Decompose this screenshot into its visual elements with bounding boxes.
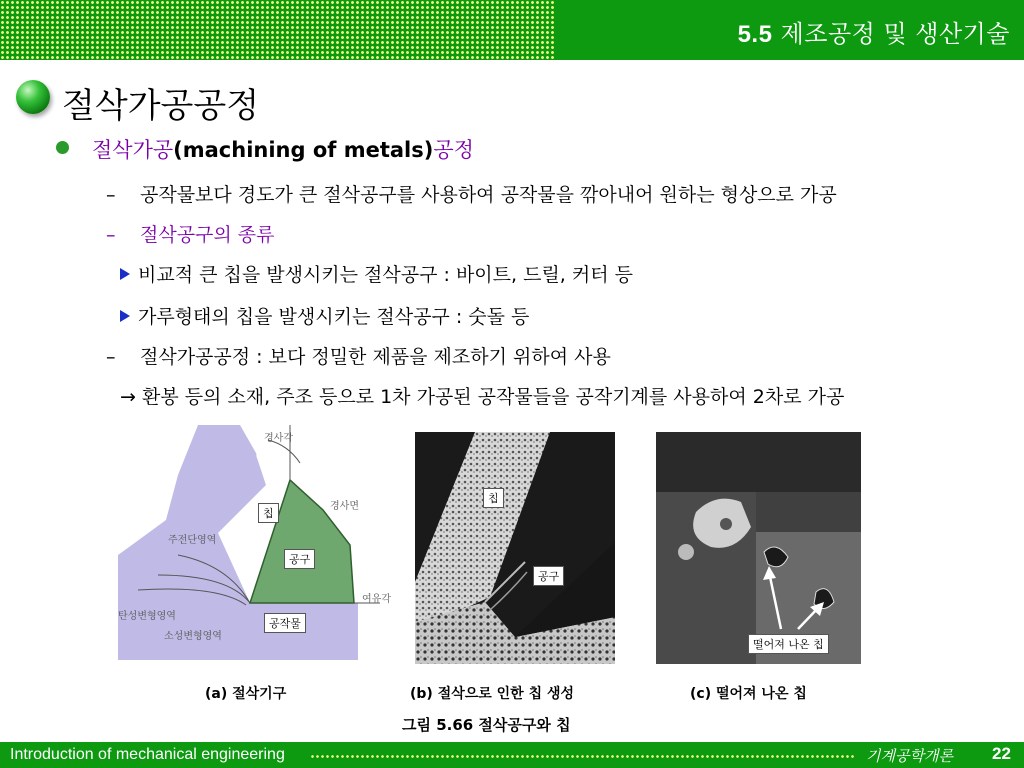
arrow-line: → 환봉 등의 소재, 주조 등으로 1차 가공된 공작물들을 공작기계를 사용하여 2차로 가공 (120, 386, 845, 408)
footer-dot-pattern (310, 754, 855, 760)
main-bullet-english: (machining of metals) (173, 138, 434, 162)
tool-type-item-2-text: 가루형태의 칩을 발생시키는 절삭공구 : 숫돌 등 (138, 306, 530, 328)
chip-formation-image (415, 432, 615, 664)
triangle-bullet-icon (120, 268, 130, 280)
bolt-icon (678, 544, 694, 560)
triangle-bullet-icon (120, 310, 130, 322)
detached-chip-image (656, 432, 861, 664)
sub-bullet-2 (106, 220, 275, 247)
clearance-angle-label: 여유각 (362, 594, 391, 605)
plastic-zone-label: 소성변형영역 (164, 631, 222, 642)
rake-angle-label: 경사각 (264, 433, 293, 444)
elastic-zone-label: 탄성변형영역 (118, 611, 176, 622)
main-bullet-suffix: 공정 (433, 138, 474, 162)
dash-marker: – (106, 224, 116, 246)
workpiece-label: 공작물 (264, 613, 306, 633)
header-dot-pattern (0, 0, 555, 60)
sub-bullet-1-text: 공작물보다 경도가 큰 절삭공구를 사용하여 공작물을 깎아내어 원하는 형상으로 가공 (140, 184, 837, 206)
main-bullet (92, 134, 474, 164)
sub-bullet-1 (106, 180, 837, 207)
cutting-mechanism-figure (118, 425, 408, 660)
figure-caption: 그림 5.66 절삭공구와 칩 (402, 716, 571, 734)
bullet-dot-icon (56, 141, 69, 154)
page-number: 22 (992, 744, 1011, 763)
caption-a: (a) 절삭기구 (205, 686, 287, 702)
rake-face-label: 경사면 (330, 501, 359, 512)
course-name-english: Introduction of mechanical engineering (10, 746, 285, 763)
tool-type-item-1 (120, 260, 633, 287)
chip-label: 칩 (483, 488, 504, 508)
section-title (738, 14, 1010, 49)
tool-label: 공구 (533, 566, 564, 586)
tool-label: 공구 (284, 549, 315, 569)
primary-shear-label: 주전단영역 (168, 535, 217, 546)
main-bullet-korean: 절삭가공 (92, 138, 174, 162)
page-title: 절삭가공공정 (62, 86, 260, 126)
falling-chip-label: 떨어져 나온 칩 (748, 634, 829, 654)
sub-bullet-3 (106, 342, 611, 369)
sub-bullet-3-text: 절삭가공공정 : 보다 정밀한 제품을 제조하기 위하여 사용 (140, 346, 611, 368)
chip-formation-photo (415, 432, 615, 664)
detached-chip-photo (656, 432, 861, 664)
dash-marker: – (106, 184, 116, 206)
section-number: 5.5 (737, 21, 773, 48)
course-name-korean: 기계공학개론 (866, 747, 953, 765)
title-ball-icon (16, 80, 50, 114)
tool-type-item-1-text: 비교적 큰 칩을 발생시키는 절삭공구 : 바이트, 드릴, 커터 등 (138, 264, 633, 286)
cutting-mechanism-diagram (118, 425, 408, 660)
section-name: 제조공정 및 생산기술 (780, 20, 1010, 48)
sub-bullet-2-text: 절삭공구의 종류 (140, 224, 275, 246)
dash-marker: – (106, 346, 116, 368)
caption-b: (b) 절삭으로 인한 칩 생성 (410, 686, 575, 702)
tool-type-item-2 (120, 302, 529, 329)
caption-c: (c) 떨어져 나온 칩 (690, 686, 807, 702)
chip-label: 칩 (258, 503, 279, 523)
